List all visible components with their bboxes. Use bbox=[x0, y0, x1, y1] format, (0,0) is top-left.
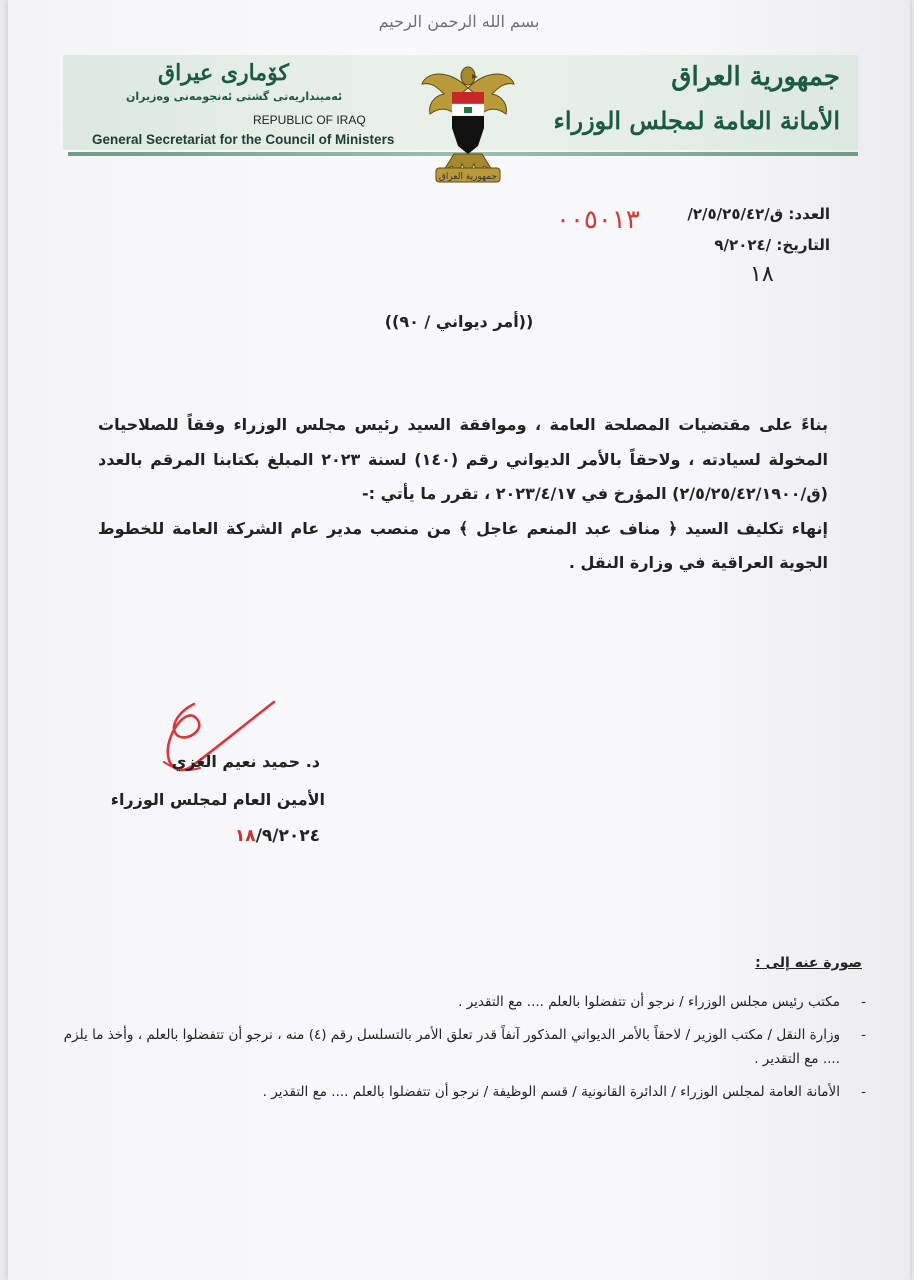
signatory-date bbox=[235, 826, 320, 846]
signatory-date-day: ١٨ bbox=[234, 826, 256, 846]
reference-date-label: التاريخ: bbox=[776, 236, 830, 254]
reference-date bbox=[714, 236, 830, 254]
signatory-title: الأمين العام لمجلس الوزراء bbox=[110, 790, 325, 809]
copies-list-item: - الأمانة العامة لمجلس الوزراء / الدائرة القانونية / قسم الوظيفة / نرجو أن تتفضلوا بالعلم .... مع التقدير . bbox=[262, 1084, 866, 1100]
copies-list-item: - وزارة النقل / مكتب الوزير / لاحقاً بالأمر الديواني المذكور آنفاً قدر تعلق الأمر بالتسلسل رقم (٤) منه ، نرجو أن تتفضلوا بالعلم ، وأخذ ما يلزم .... مع التقدير . bbox=[63, 1027, 866, 1067]
document-page bbox=[8, 0, 910, 1280]
handwritten-day: ١٨ bbox=[750, 262, 774, 287]
copies-list bbox=[44, 990, 866, 1113]
iraq-eagle-emblem-icon bbox=[418, 58, 518, 186]
signatory-date-rest: /٩/٢٠٢٤ bbox=[255, 826, 320, 846]
letterhead-english-office: General Secretariat for the Council of Ministers bbox=[92, 132, 395, 147]
reference-number-label: العدد: bbox=[788, 205, 830, 223]
basmala: بسم الله الرحمن الرحيم bbox=[378, 12, 540, 31]
handwritten-signature bbox=[156, 700, 296, 785]
reference-number bbox=[687, 205, 830, 223]
reference-number-value: ق/٢/٥/٢٥/٤٢/ bbox=[687, 205, 784, 223]
emblem-caption: جمهورية العراق bbox=[438, 172, 498, 182]
letterhead-english-country: REPUBLIC OF IRAQ bbox=[253, 113, 366, 127]
order-paragraph-preamble: بناءً على مقتضيات المصلحة العامة ، وموافقة السيد رئيس مجلس الوزراء وفقاً للصلاحيات المخولة لسيادته ، ولاحقاً بالأمر الديواني رقم (١٤٠) لسنة ٢٠٢٣ المبلغ بكتابنا المرقم بالعدد (ق/٢/٥/٢٥/٤٢/١٩٠٠) المؤرخ في ٢٠٢٣/٤/١٧ ، تقرر ما يأتي :- bbox=[98, 415, 829, 503]
copies-heading: صورة عنه إلى : bbox=[755, 955, 862, 971]
letterhead-kurdish-country: كۆماری عیراق bbox=[158, 60, 289, 86]
order-title: ((أمر ديواني / ٩٠)) bbox=[384, 312, 534, 331]
order-paragraph-decision: إنهاء تكليف السيد ﴿ مناف عبد المنعم عاجل ﴾ من منصب مدير عام الشركة العامة للخطوط الجوية العراقية في وزارة النقل . bbox=[98, 518, 828, 572]
reference-date-value: /٩/٢٠٢٤ bbox=[714, 236, 772, 254]
serial-stamp: ٠٠٥٠١٣ bbox=[556, 205, 640, 235]
copies-list-item: - مكتب رئيس مجلس الوزراء / نرجو أن تتفضلوا بالعلم .... مع التقدير . bbox=[458, 994, 866, 1010]
letterhead-kurdish-office: ئەمینداریەتی گشتی ئەنجومەنی وەزیران bbox=[126, 90, 343, 103]
order-body bbox=[98, 408, 828, 581]
signatory-name: د. حميد نعيم الغزي bbox=[171, 752, 320, 771]
letterhead-arabic-country: جمهورية العراق bbox=[671, 62, 840, 92]
letterhead-arabic-office: الأمانة العامة لمجلس الوزراء bbox=[553, 106, 840, 135]
